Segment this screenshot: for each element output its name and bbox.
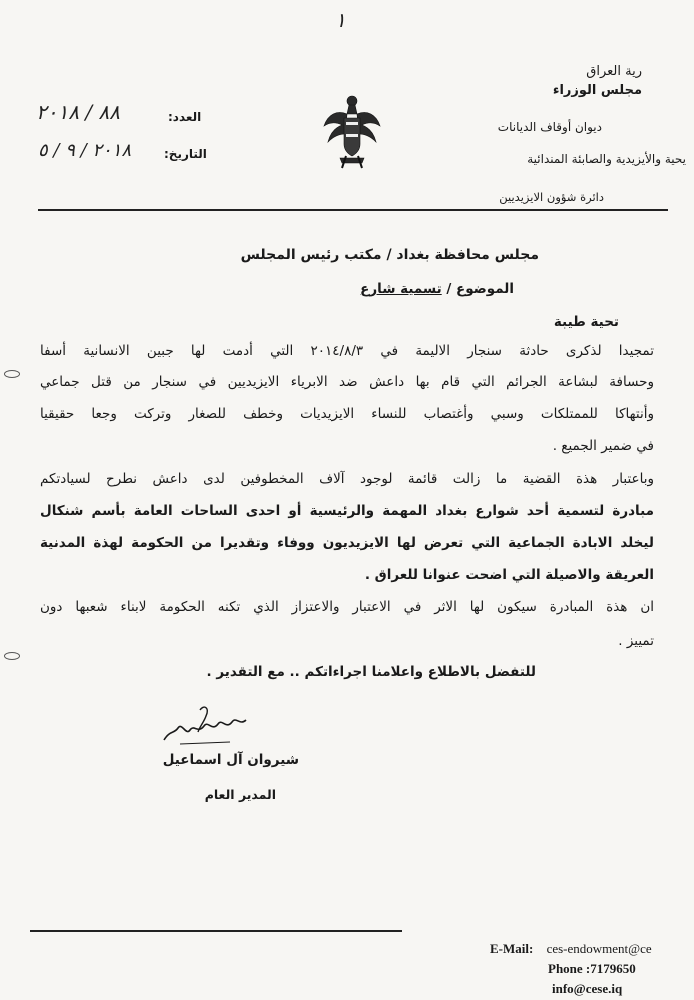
- header-divider: [38, 209, 668, 211]
- footer-divider: [30, 930, 402, 932]
- body-line-4: في ضمير الجميع .: [552, 438, 654, 454]
- date-value: ٢٠١٨ / ٩ / ٥: [38, 140, 132, 161]
- body-line-10: تمييز .: [618, 633, 654, 649]
- subject-value: تسمية شارع: [360, 281, 442, 297]
- body-line-5: وباعتبار هذة القضية ما زالت قائمة لوجود آلاف المخطوفين لدى داعش نطرح لسيادتكم: [40, 471, 654, 487]
- greeting: تحية طيبة: [553, 314, 619, 330]
- header-council: مجلس الوزراء: [552, 83, 642, 98]
- body-line-2: وحسافة لبشاعة الجرائم التي قام بها داعش ضد الابرياء الايزيديين في سنجار من قتل جماعي: [40, 374, 654, 390]
- footer-website: info@cese.iq: [552, 981, 623, 996]
- margin-mark: [4, 370, 20, 378]
- margin-mark: [4, 652, 20, 660]
- addressee: مجلس محافظة بغداد / مكتب رئيس المجلس: [240, 247, 539, 263]
- iraq-eagle-emblem: [322, 92, 382, 172]
- body-line-6: مبادرة لتسمية أحد شوارع بغداد المهمة والرئيسية أو احدى الساحات العامة بأسم شنكال: [40, 503, 654, 519]
- reference-number-value: ٨٨ / ٢٠١٨: [36, 100, 120, 124]
- body-line-3: وأنتهاكا للممتلكات وسبي وأغتصاب للنساء الايزيديات وخطف للصغار وتركت وجعا حقيقيا: [40, 406, 654, 422]
- signatory-name: شيروان آل اسماعيل: [162, 752, 299, 768]
- body-line-1: تمجيدا لذكرى حادثة سنجار الاليمة في ٢٠١٤/٨/٣ التي أدمت لها جبين الانسانية أسفا: [40, 343, 654, 359]
- handwritten-signature: [160, 700, 250, 750]
- header-endowment-office: ديوان أوقاف الديانات: [497, 120, 602, 134]
- body-line-7: ليخلد الابادة الجماعية التي تعرض لها الايزيديون ووفاء وتقديرا من الحكومة لهذة المدنية: [40, 535, 654, 551]
- email-value: ces-endowment@ce: [546, 941, 652, 956]
- footer-email: [490, 941, 652, 957]
- footer-phone: Phone :7179650: [548, 961, 636, 976]
- signatory-title: المدير العام: [204, 787, 276, 802]
- page-number-mark: ١: [335, 8, 346, 32]
- header-religions: يحية والأيزيدية والصابئة المندائية: [527, 152, 686, 166]
- email-label: E-Mail:: [490, 941, 534, 956]
- subject-label: الموضوع /: [441, 281, 514, 297]
- reference-number-label: العدد:: [168, 110, 202, 124]
- closing-line: للتفضل بالاطلاع واعلامنا اجراءاتكم .. مع التقدير .: [206, 664, 536, 680]
- body-line-9: ان هذة المبادرة سيكون لها الاثر في الاعتبار والاعتزاز الذي تكنه الحكومة لابناء شعبها دون: [40, 599, 654, 615]
- date-label: التاريخ:: [164, 147, 207, 161]
- subject-line: [360, 281, 514, 297]
- header-directorate: دائرة شؤون الايزيديين: [499, 190, 604, 204]
- header-country: رية العراق: [586, 64, 642, 79]
- body-line-8: العريقة والاصيلة التي اضحت عنوانا للعراق .: [364, 567, 654, 583]
